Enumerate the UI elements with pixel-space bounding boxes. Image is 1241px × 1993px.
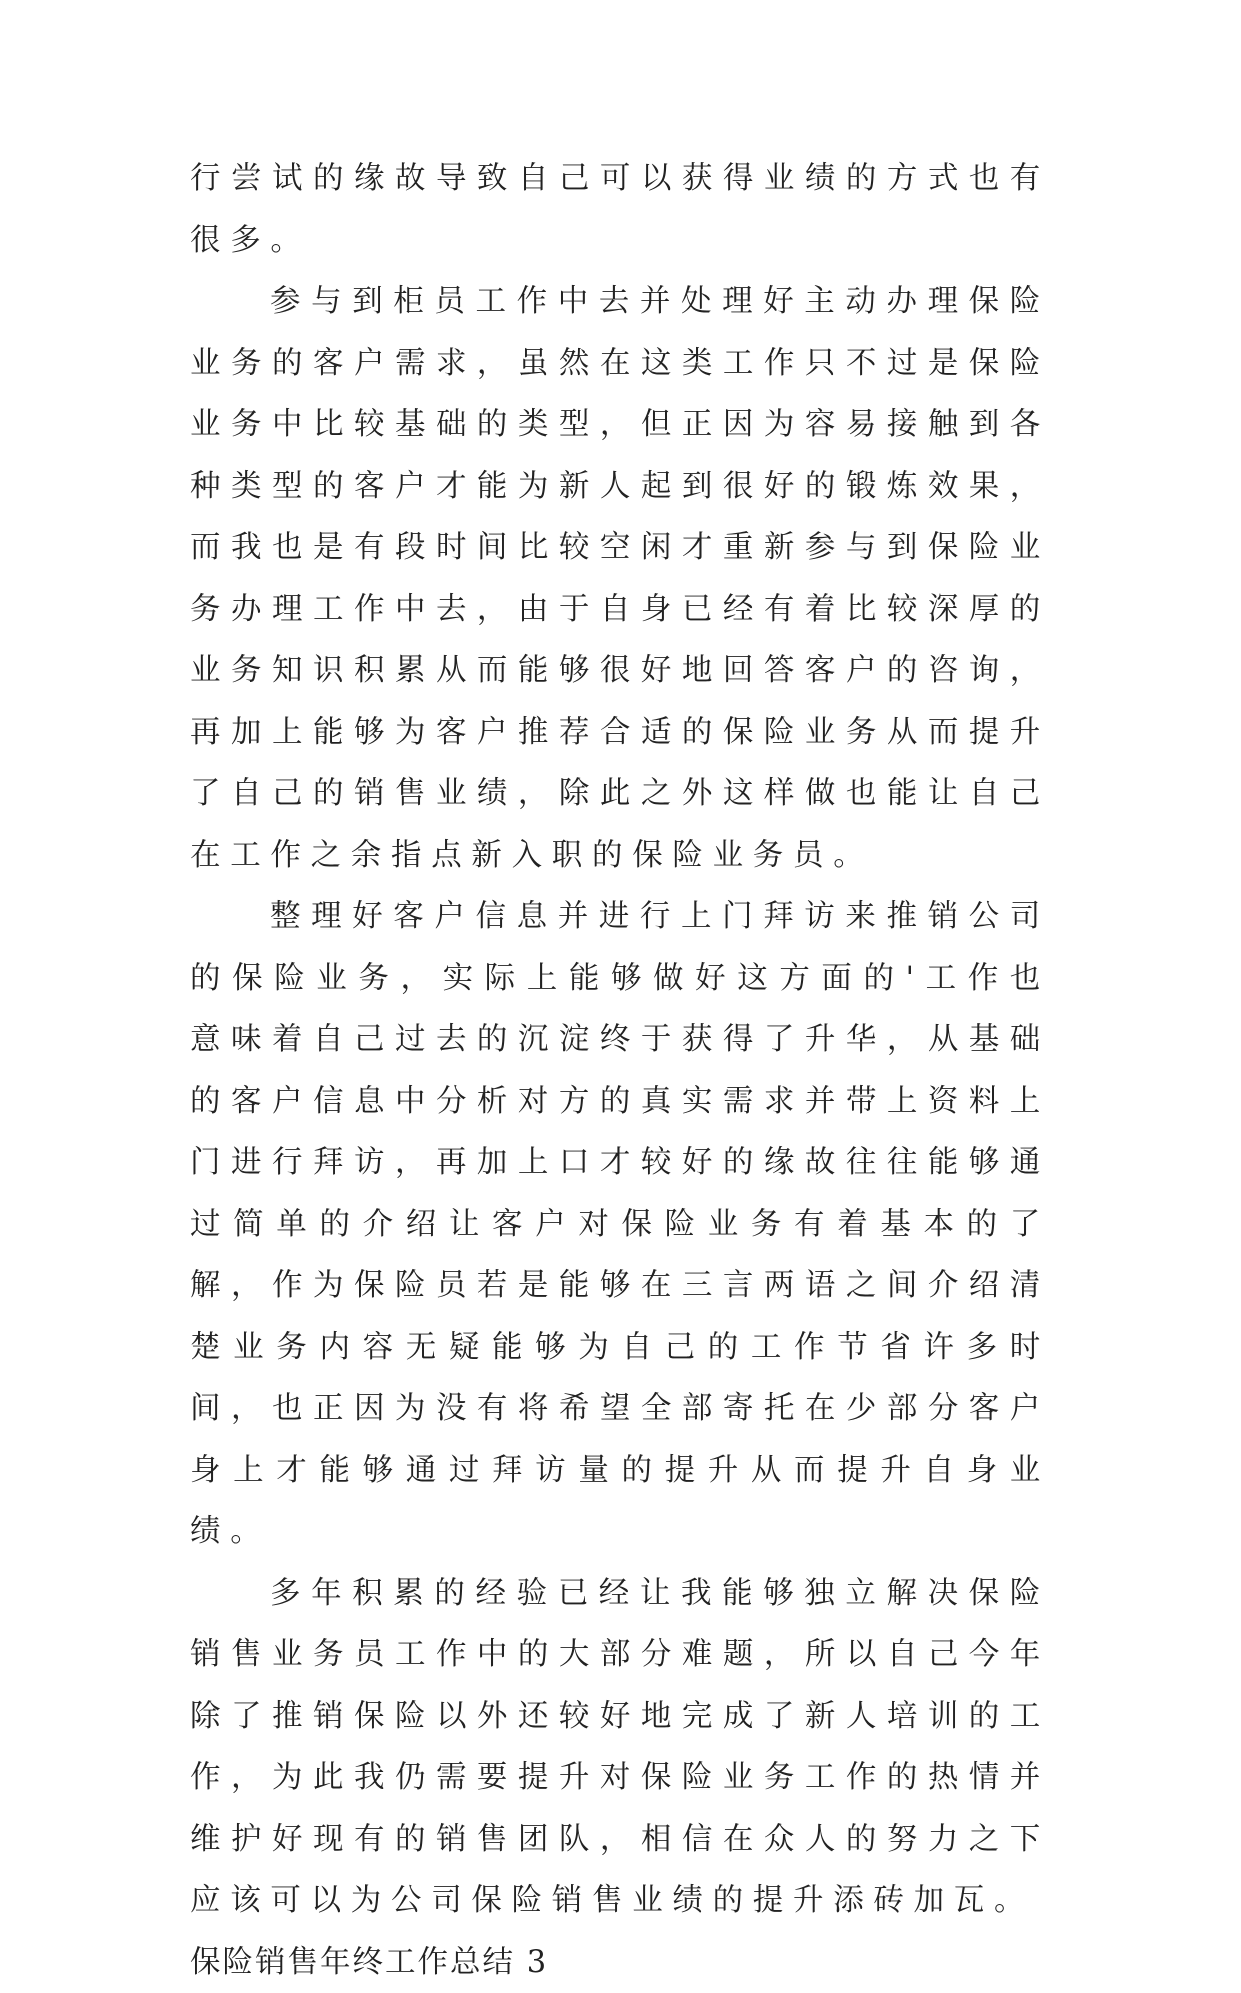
document-body (190, 148, 1050, 1993)
paragraph-customer-visits: 整理好客户信息并进行上门拜访来推销公司的保险业务，实际上能够做好这方面的'工作也意味着自己过去的沉淀终于获得了升华，从基础的客户信息中分析对方的真实需求并带上资料上门进行拜访，再加上口才较好的缘故往往能够通过简单的介绍让客户对保险业务有着基本的了解，作为保险员若是能够在三言两语之间介绍清楚业务内容无疑能够为自己的工作节省许多时间，也正因为没有将希望全部寄托在少部分客户身上才能够通过拜访量的提升从而提升自身业绩。 (190, 886, 1050, 1563)
paragraph-counter-work: 参与到柜员工作中去并处理好主动办理保险业务的客户需求，虽然在这类工作只不过是保险业务中比较基础的类型，但正因为容易接触到各种类型的客户才能为新人起到很好的锻炼效果，而我也是有段时间比较空闲才重新参与到保险业务办理工作中去，由于自身已经有着比较深厚的业务知识积累从而能够很好地回答客户的咨询，再加上能够为客户推荐合适的保险业务从而提升了自己的销售业绩，除此之外这样做也能让自己在工作之余指点新入职的保险业务员。 (190, 271, 1050, 886)
paragraph-continuation: 行尝试的缘故导致自己可以获得业绩的方式也有很多。 (190, 148, 1050, 271)
paragraph-experience-training: 多年积累的经验已经让我能够独立解决保险销售业务员工作中的大部分难题，所以自己今年除了推销保险以外还较好地完成了新人培训的工作，为此我仍需要提升对保险业务工作的热情并维护好现有的销售团队，相信在众人的努力之下应该可以为公司保险销售业绩的提升添砖加瓦。 (190, 1563, 1050, 1932)
section-heading: 保险销售年终工作总结 3 (190, 1932, 1050, 1993)
